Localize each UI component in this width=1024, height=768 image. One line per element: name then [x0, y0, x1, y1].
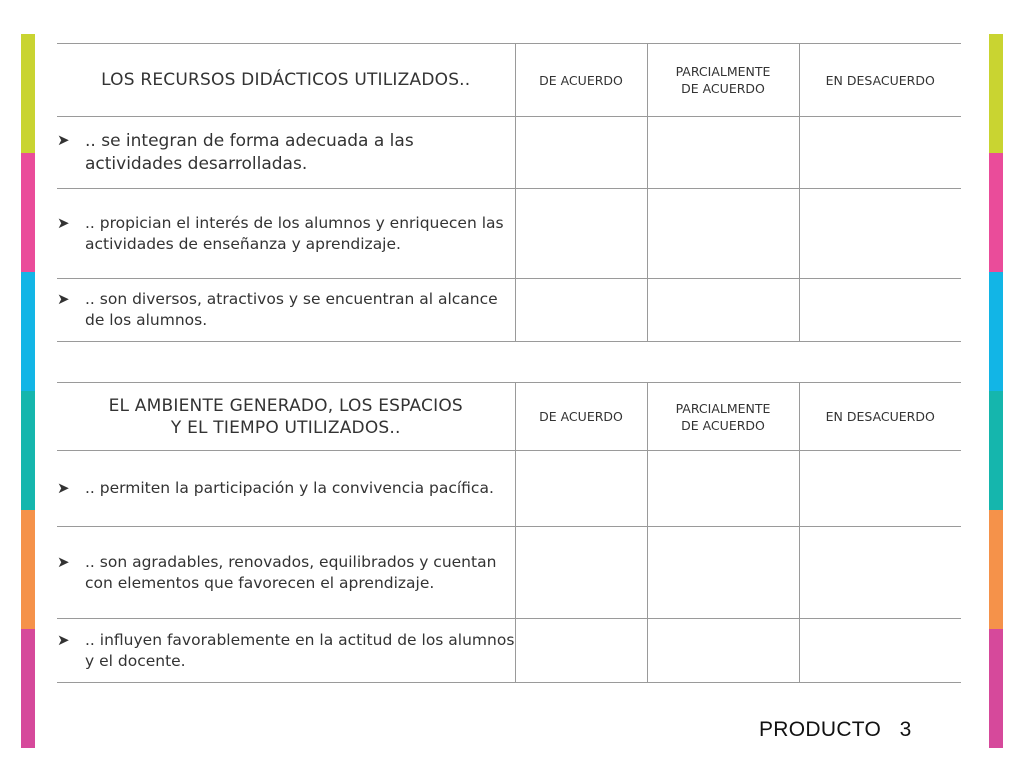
answer-cell-disagree[interactable] [799, 117, 961, 189]
section-title [57, 44, 515, 117]
statement-cell [57, 117, 515, 189]
statement-text: .. son diversos, atractivos y se encuentran al alcance de los alumnos. [85, 290, 498, 329]
statement-cell [57, 279, 515, 342]
stripe-segment [989, 510, 1003, 629]
answer-cell-disagree[interactable] [799, 189, 961, 279]
arrowhead-right-icon: ➤ [57, 290, 70, 308]
table-header-row [57, 44, 961, 117]
section-title-text: LOS RECURSOS DIDÁCTICOS UTILIZADOS.. [101, 70, 471, 90]
didactic-resources-table [57, 43, 961, 342]
section-title [57, 383, 515, 451]
statement-cell [57, 451, 515, 527]
stripe-segment [989, 153, 1003, 272]
column-header-partially-agree [647, 44, 799, 117]
answer-cell-disagree[interactable] [799, 279, 961, 342]
table-row [57, 189, 961, 279]
section-title-line2: Y EL TIEMPO UTILIZADOS.. [170, 417, 401, 438]
column-header-partially-agree [647, 383, 799, 451]
right-color-stripe [989, 34, 1003, 748]
answer-cell-agree[interactable] [515, 189, 647, 279]
answer-cell-agree[interactable] [515, 527, 647, 619]
table-row [57, 117, 961, 189]
stripe-segment [21, 153, 35, 272]
statement-text: .. propician el interés de los alumnos y enriquecen las actividades de enseñanza y aprendizaje. [85, 213, 504, 253]
answer-cell-partially-agree[interactable] [647, 189, 799, 279]
column-header-agree [515, 383, 647, 451]
answer-cell-partially-agree[interactable] [647, 619, 799, 683]
column-header-disagree [799, 44, 961, 117]
column-header-partial-line1: PARCIALMENTE [675, 64, 771, 79]
section-title-line1: EL AMBIENTE GENERADO, LOS ESPACIOS [108, 395, 463, 416]
column-header-disagree-text: EN DESACUERDO [825, 409, 935, 424]
stripe-segment [21, 34, 35, 153]
statement-text: .. influyen favorablemente en la actitud de los alumnos y el docente. [85, 630, 515, 670]
answer-cell-disagree[interactable] [799, 527, 961, 619]
table-header-row [57, 383, 961, 451]
column-header-partial-line2: DE ACUERDO [681, 417, 765, 433]
answer-cell-disagree[interactable] [799, 619, 961, 683]
arrowhead-right-icon: ➤ [57, 479, 70, 497]
answer-cell-agree[interactable] [515, 117, 647, 189]
column-header-agree [515, 44, 647, 117]
answer-cell-partially-agree[interactable] [647, 117, 799, 189]
stripe-segment [21, 629, 35, 748]
column-header-disagree [799, 383, 961, 451]
stripe-segment [21, 510, 35, 629]
table-row [57, 279, 961, 342]
answer-cell-disagree[interactable] [799, 451, 961, 527]
answer-cell-partially-agree[interactable] [647, 279, 799, 342]
statement-cell [57, 527, 515, 619]
statement-text: .. se integran de forma adecuada a las actividades desarrolladas. [85, 130, 414, 174]
column-header-agree-text: DE ACUERDO [539, 72, 623, 88]
statement-text: .. permiten la participación y la convivencia pacífica. [85, 479, 494, 497]
table-row [57, 527, 961, 619]
stripe-segment [989, 629, 1003, 748]
stripe-segment [989, 34, 1003, 153]
answer-cell-agree[interactable] [515, 279, 647, 342]
answer-cell-agree[interactable] [515, 451, 647, 527]
column-header-disagree-text: EN DESACUERDO [825, 72, 935, 88]
stripe-segment [989, 391, 1003, 510]
column-header-partial-line2: DE ACUERDO [681, 81, 765, 96]
answer-cell-partially-agree[interactable] [647, 527, 799, 619]
stripe-segment [989, 272, 1003, 391]
statement-cell [57, 619, 515, 683]
arrowhead-right-icon: ➤ [57, 213, 70, 232]
statement-cell [57, 189, 515, 279]
column-header-partial-line1: PARCIALMENTE [675, 400, 771, 416]
table-row [57, 619, 961, 683]
environment-spaces-time-table [57, 382, 961, 683]
answer-cell-agree[interactable] [515, 619, 647, 683]
answer-cell-partially-agree[interactable] [647, 451, 799, 527]
table-row [57, 451, 961, 527]
arrowhead-right-icon: ➤ [57, 552, 70, 571]
product-label: PRODUCTO 3 [759, 718, 912, 741]
statement-text: .. son agradables, renovados, equilibrados y cuentan con elementos que favorecen el aprendizaje. [85, 552, 497, 592]
column-header-agree-text: DE ACUERDO [539, 409, 623, 424]
stripe-segment [21, 272, 35, 391]
arrowhead-right-icon: ➤ [57, 630, 70, 649]
arrowhead-right-icon: ➤ [57, 130, 70, 149]
stripe-segment [21, 391, 35, 510]
left-color-stripe [21, 34, 35, 748]
